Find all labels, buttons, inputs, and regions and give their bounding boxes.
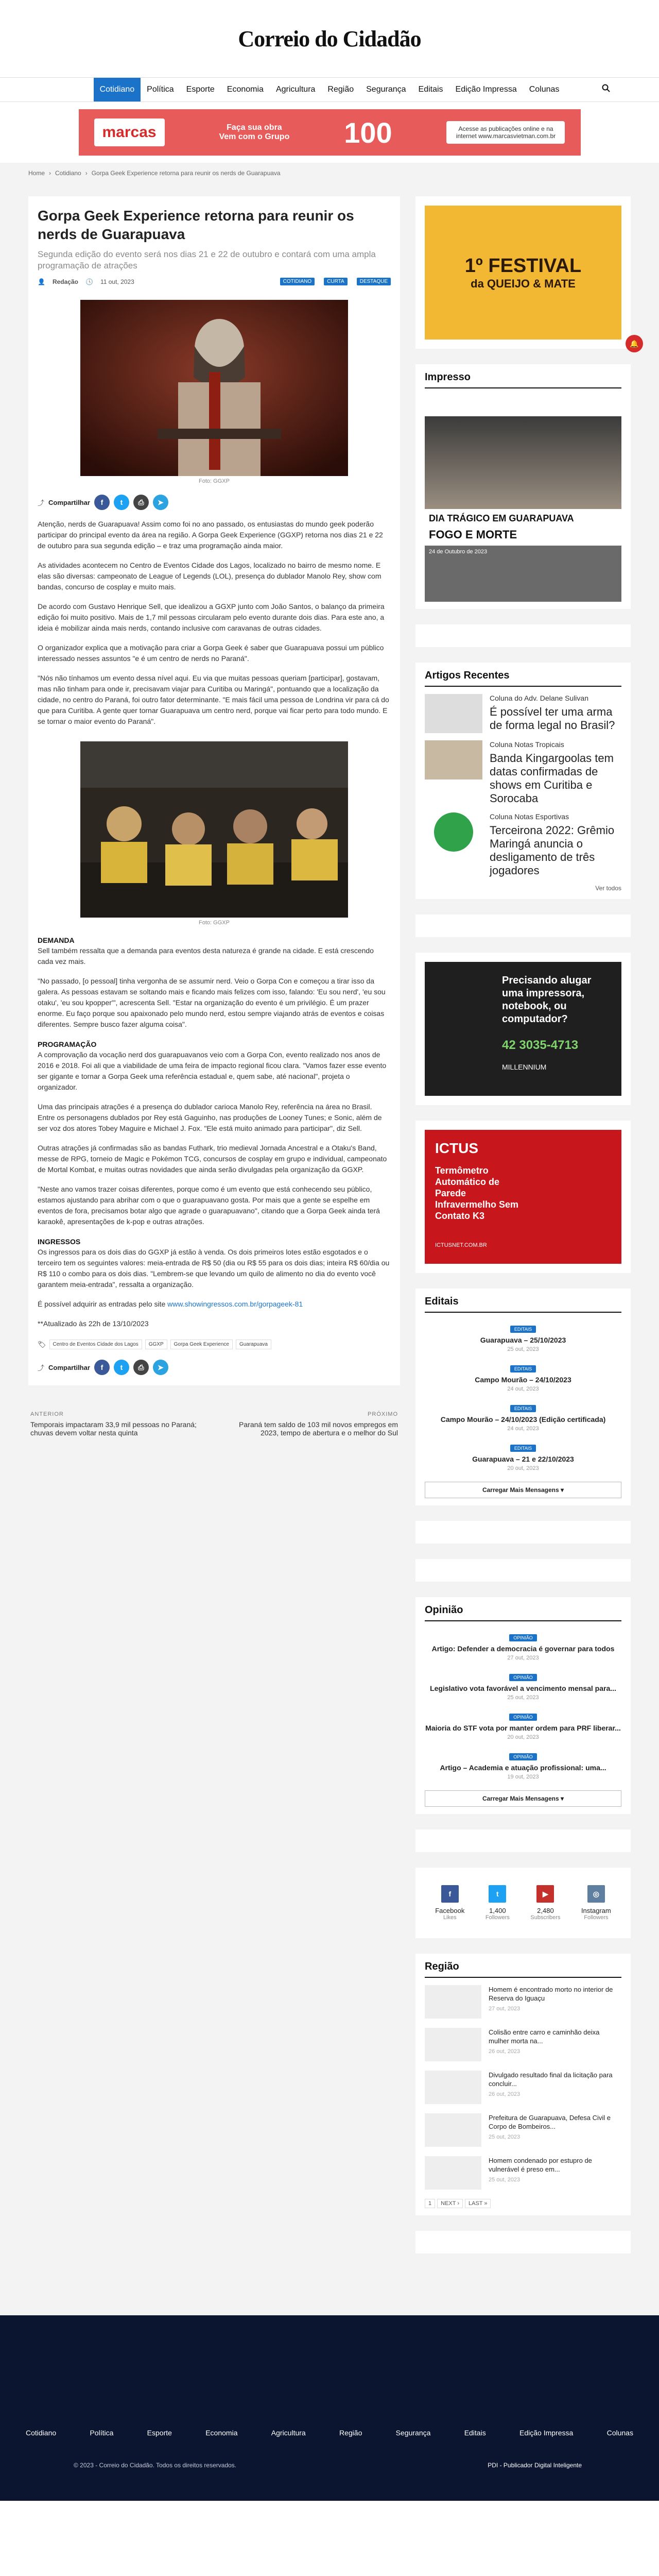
previous-post-link[interactable] xyxy=(30,1411,205,1437)
notification-bell-icon[interactable]: 🔔 xyxy=(626,335,643,352)
footer-nav xyxy=(26,2315,633,2437)
opinion-badge: OPINIÃO xyxy=(509,1674,537,1681)
paragraph xyxy=(38,1299,391,1310)
region-date: 27 out, 2023 xyxy=(489,2006,521,2012)
paragraph: "No passado, [o pessoal] tinha vergonha de se assumir nerd. Veio o Gorpa Con e começou a tirar isso da galera. As pessoas estavam se soltando mais e ficando mais felizes com isso, falando: 'Eu sou nerd', 'eu sou otaku', 'eu sou kpopper'", acrescenta Sell. "Estar na organização do evento é um privilégio. É um prazer enorme. Eu faço porque sou apaixonado pelo mundo nerd, estou sempre viajando atrás de eventos e coisas diferentes. Sempre busco fazer alguma coisa". xyxy=(38,977,386,1028)
article-date: 11 out, 2023 xyxy=(100,278,134,285)
share-label: Compartilhar xyxy=(48,1363,90,1371)
nav-item[interactable]: Agricultura xyxy=(275,85,316,94)
main-column xyxy=(28,196,400,2269)
paragraph: Sell também ressalta que a demanda para eventos desta natureza é grande na cidade. E está crescendo cada vez mais. xyxy=(38,946,374,965)
ictus-ad-widget[interactable] xyxy=(415,1121,631,1273)
paragraph: Atenção, nerds de Guarapuava! Assim como foi no ano passado, os entusiastas do mundo geek poderão participar do principal evento da área na região. A Gorpa Geek Experience (GGXP) retorna nos dias 21 e 22 de outubro para sua segunda edição – e traz uma programação ainda maior. xyxy=(38,520,383,550)
region-date: 26 out, 2023 xyxy=(489,2091,521,2097)
edital-date: 24 out, 2023 xyxy=(507,1426,539,1432)
nav-item[interactable]: Cotidiano xyxy=(94,78,141,101)
article-subtitle: Segunda edição do evento será nos dias 21 e 22 de outubro e contará com uma ampla programação de atrações xyxy=(38,249,376,270)
breadcrumb xyxy=(28,163,631,183)
cover-headline2: FOGO E MORTE xyxy=(425,528,621,546)
recent-title: Banda Kingargoolas tem datas confirmadas de shows em Curitiba e Sorocaba xyxy=(490,752,614,805)
site-logo[interactable]: Correio do Cidadão xyxy=(238,26,421,52)
social-counter[interactable] xyxy=(530,1885,560,1921)
recent-thumb xyxy=(425,740,482,779)
opinion-card[interactable] xyxy=(425,1629,621,1668)
regiao-list xyxy=(425,1985,621,2190)
sidebar xyxy=(415,196,631,2269)
edital-badge: EDITAIS xyxy=(510,1365,536,1372)
share-bar-bottom xyxy=(38,1360,391,1375)
opinion-date: 25 out, 2023 xyxy=(507,1694,539,1701)
footer-nav-item[interactable]: Editais xyxy=(464,2429,486,2437)
opinion-title: Artigo – Academia e atuação profissional: uma... xyxy=(440,1764,606,1772)
edital-badge: EDITAIS xyxy=(510,1405,536,1412)
edital-card[interactable] xyxy=(425,1399,621,1439)
clock-icon: 🕓 xyxy=(85,278,93,285)
edital-card[interactable] xyxy=(425,1360,621,1399)
nav-item[interactable]: Economia xyxy=(227,85,264,94)
region-date: 25 out, 2023 xyxy=(489,2134,521,2140)
paragraph: A comprovação da vocação nerd dos guarapuavanos veio com a Gorpa Con, evento realizado nos anos de 2016 e 2018. Foi ali que a viabilidade de uma feira de impacto regional ficou clara. "Vamos fazer esse evento ser gigante e tornar a Gorpa Geek uma referência estadual e, quem sabe, até nacional", projeta o organizador. xyxy=(38,1050,387,1091)
footer xyxy=(0,2315,659,2470)
impresso-widget xyxy=(415,364,631,609)
ictus-ad xyxy=(425,1130,621,1264)
opinion-badge: OPINIÃO xyxy=(509,1634,537,1641)
region-thumb xyxy=(425,1985,481,2019)
content-area xyxy=(0,183,659,2315)
social-widget xyxy=(415,1868,631,1938)
post-navigation xyxy=(28,1411,400,1437)
edital-title: Campo Mourão – 24/10/2023 xyxy=(475,1376,571,1384)
ad-brand: marcas xyxy=(94,118,165,146)
nav-item[interactable]: Edição Impressa xyxy=(455,85,517,94)
newspaper-cover[interactable] xyxy=(425,396,621,602)
footer-copyright: © 2023 - Correio do Cidadão. Todos os direitos reservados. xyxy=(74,2462,237,2469)
empty-widget xyxy=(415,914,631,937)
telegram-icon[interactable]: ➤ xyxy=(153,1360,168,1375)
next-post-link[interactable] xyxy=(223,1411,398,1437)
footer-nav-item[interactable]: Política xyxy=(90,2429,114,2437)
header-top xyxy=(0,0,659,77)
empty-widget xyxy=(415,624,631,647)
festival-ad xyxy=(425,206,621,340)
section-heading: DEMANDA xyxy=(38,936,75,944)
widget-title: Artigos Recentes xyxy=(425,670,621,687)
load-more-button[interactable]: Carregar Mais Mensagens ▾ xyxy=(425,1482,621,1498)
widget-title: Editais xyxy=(425,1296,621,1313)
edital-card[interactable] xyxy=(425,1439,621,1479)
social-icon: ▶ xyxy=(536,1885,554,1903)
millenium-ad-widget[interactable] xyxy=(415,953,631,1105)
regiao-widget xyxy=(415,1954,631,2215)
ictus-brand: ICTUS xyxy=(435,1140,478,1156)
facebook-icon[interactable]: f xyxy=(94,495,110,510)
footer-nav-item[interactable]: Região xyxy=(339,2429,362,2437)
region-thumb xyxy=(425,2028,481,2061)
share-label: Compartilhar xyxy=(48,498,90,506)
social-stat: Followers xyxy=(485,1914,510,1921)
widget-title: Opinião xyxy=(425,1604,621,1621)
paragraph: Os ingressos para os dois dias do GGXP já estão à venda. Os dois primeiros lotes estão esgotados e o terceiro tem os seguintes valores: meia-entrada de R$ 50 (dia ou R$ 55 para os dois dias; inteira R$ 60/dia ou R$ 110 o combo para os dois dias. "Lembrem-se que levando um quilo de alimento no dia do evento você garantem meia-entrada", ressalta a organização. xyxy=(38,1248,390,1289)
opinion-badge: OPINIÃO xyxy=(509,1714,537,1721)
breadcrumb-home[interactable]: Home xyxy=(28,170,45,177)
tag-item[interactable]: Guarapuava xyxy=(236,1340,271,1349)
footer-nav-item[interactable]: Cotidiano xyxy=(26,2429,57,2437)
footer-nav-item[interactable]: Economia xyxy=(205,2429,238,2437)
opinion-badge: OPINIÃO xyxy=(509,1753,537,1760)
main-nav-items xyxy=(94,78,566,101)
region-thumb xyxy=(425,2156,481,2190)
tag-icon: 🏷 xyxy=(38,1340,46,1348)
opinion-date: 19 out, 2023 xyxy=(507,1774,539,1780)
paragraph: "Neste ano vamos trazer coisas diferentes, porque como é um evento que está conhecendo seu público, estamos ajustando para abrihar com o que o guarapuavano gosta. Por mais que a gente se espelhe em eventos de fora, precisamos botar algo que agrade o guarapuavano", citando que a Gorpa Geek ainda terá karaokê, apresentações de k-pop e outras atrações. xyxy=(38,1185,380,1226)
edital-title: Guarapuava – 21 e 22/10/2023 xyxy=(472,1455,574,1463)
next-page-button[interactable]: NEXT › xyxy=(437,2199,463,2208)
article-title: Gorpa Geek Experience retorna para reunir os nerds de Guarapuava xyxy=(38,208,354,242)
recent-thumb xyxy=(425,694,482,733)
edital-badge: EDITAIS xyxy=(510,1326,536,1333)
edital-badge: EDITAIS xyxy=(510,1445,536,1452)
festival-ad-widget[interactable] xyxy=(415,196,631,349)
footer-credit[interactable]: PDI - Publicador Digital Inteligente xyxy=(488,2462,582,2469)
region-article[interactable] xyxy=(425,2028,621,2061)
region-article[interactable] xyxy=(425,2071,621,2104)
recent-article[interactable] xyxy=(425,812,621,877)
edital-title: Guarapuava – 25/10/2023 xyxy=(480,1336,566,1344)
footer-nav-item[interactable]: Agricultura xyxy=(271,2429,306,2437)
social-name: 2,480 xyxy=(537,1907,554,1914)
recent-thumb xyxy=(434,812,473,852)
article-body xyxy=(38,519,391,1329)
breadcrumb-bar xyxy=(0,163,659,183)
edital-card[interactable] xyxy=(425,1320,621,1360)
cover-headline: DIA TRÁGICO EM GUARAPUAVA xyxy=(425,509,621,528)
region-title: Homem é encontrado morto no interior de Reserva do Iguaçu xyxy=(489,1986,613,2002)
empty-widget xyxy=(415,1559,631,1582)
previous-label: ANTERIOR xyxy=(30,1411,64,1417)
pagination xyxy=(425,2199,621,2208)
paragraph: "Nós não tínhamos um evento dessa nível aqui. Eu via que muitas pessoas queriam [participar], gostavam, mas não tinham para onde ir, precisavam viajar para Curitiba ou Maringá", pontuando que a localização da cidade, no centro do Paraná, foi outro fator determinante. "E mais fácil uma pessoa de Londrina vir para cá do que para Curitiba. A gente quer tornar Guarapuava um centro nerd, porque vai ficar perto para todo mundo. E se tornar o maior evento do Paraná". xyxy=(38,674,389,725)
region-article[interactable] xyxy=(425,1985,621,2019)
social-name: Facebook xyxy=(435,1907,465,1914)
print-icon[interactable]: ⎙ xyxy=(133,1360,149,1375)
social-name: 1,400 xyxy=(489,1907,506,1914)
previous-title: Temporais impactaram 33,9 mil pessoas no Paraná; chuvas devem voltar nesta quinta xyxy=(30,1420,197,1437)
paragraph: O organizador explica que a motivação para criar a Gorpa Geek é saber que Guarapuava possui um público interessado nesses assuntos "e é um centro de nerds no Paraná". xyxy=(38,643,384,663)
social-name: Instagram xyxy=(581,1907,611,1914)
ad-line1: Faça sua obra xyxy=(227,123,282,132)
recent-article[interactable] xyxy=(425,740,621,805)
update-note: **Atualizado às 22h de 13/10/2023 xyxy=(38,1319,149,1328)
search-icon[interactable] xyxy=(602,84,610,95)
author-icon: 👤 xyxy=(38,278,45,285)
article-photo-gamers xyxy=(80,741,348,918)
edital-date: 24 out, 2023 xyxy=(507,1386,539,1392)
ad-line2: Vem com o Grupo xyxy=(219,132,290,141)
tag-item[interactable]: GGXP xyxy=(145,1340,167,1349)
region-title: Homem condenado por estupro de vulnerável é preso em... xyxy=(489,2157,592,2173)
next-title: Paraná tem saldo de 103 mil novos empregos em 2023, tempo de abertura e o melhor do Sul xyxy=(239,1420,398,1437)
ticket-link[interactable]: www.showingressos.com.br/gorpageek-81 xyxy=(167,1300,303,1308)
category-tag[interactable]: CURTA xyxy=(324,278,348,285)
recent-category: Coluna do Adv. Delane Sulivan xyxy=(490,694,588,702)
section-heading: INGRESSOS xyxy=(38,1238,81,1246)
ictus-footer: ICTUSNET.COM.BR xyxy=(435,1242,487,1248)
paragraph: Outras atrações já confirmadas são as bandas Futhark, trio medieval Jornada Ancestral e a Otaku's Band, messe de RPG, torneio de Magic e Pokémon TCG, concursos de cosplay em grupo e individual, campeonato de Mortal Kombat, e muitas outras novidades que ainda serão divulgadas pela organização da GGXP. xyxy=(38,1144,387,1174)
edital-date: 20 out, 2023 xyxy=(507,1465,539,1471)
paragraph: De acordo com Gustavo Henrique Sell, que idealizou a GGXP junto com João Santos, o balanço da primeira edição foi muito positivo. Mais de 1,7 mil pessoas circularam pelo evento durante dois dias. Para este ano, a ideia é mobilizar ainda mais nerds, contando inclusive com caravanas de outras cidades. xyxy=(38,602,385,632)
nav-item[interactable]: Esporte xyxy=(186,85,215,94)
recent-category: Coluna Notas Tropicais xyxy=(490,740,564,749)
social-icon: f xyxy=(441,1885,459,1903)
nav-item[interactable]: Política xyxy=(147,85,174,94)
region-article[interactable] xyxy=(425,2113,621,2147)
cover-date: 24 de Outubro de 2023 xyxy=(429,549,488,555)
region-title: Colisão entre carro e caminhão deixa mulher morta na... xyxy=(489,2028,600,2045)
social-stat: Likes xyxy=(443,1914,457,1921)
print-icon[interactable]: ⎙ xyxy=(133,495,149,510)
nav-item[interactable]: Região xyxy=(327,85,354,94)
photo-caption: Foto: GGXP xyxy=(199,920,230,926)
footer-nav-item[interactable]: Esporte xyxy=(147,2429,172,2437)
top-banner-ad[interactable] xyxy=(79,109,581,156)
millenium-line1: Precisando alugar uma impressora, notebook, ou computador? xyxy=(502,975,592,1025)
region-article[interactable] xyxy=(425,2156,621,2190)
ictus-line: Termômetro Automático de Parede Infravermelho Sem Contato K3 xyxy=(435,1165,519,1221)
footer-nav-item[interactable]: Segurança xyxy=(395,2429,431,2437)
chevron-right-icon: › xyxy=(49,170,51,177)
paragraph: As atividades acontecem no Centro de Eventos Cidade dos Lagos, localizado no bairro de mesmo nome. E elas são diversas: campeonato de League of Legends (LOL), presença do dublador Manolo Rey, show com bandas, concurso de cosplay e muito mais. xyxy=(38,561,381,591)
footer-nav-item[interactable]: Edição Impressa xyxy=(519,2429,574,2437)
empty-widget xyxy=(415,1829,631,1852)
festival-line2: da QUEIJO & MATE xyxy=(471,277,576,290)
millenium-phone: 42 3035-4713 xyxy=(502,1038,579,1052)
chevron-right-icon: › xyxy=(85,170,88,177)
load-more-button[interactable]: Carregar Mais Mensagens ▾ xyxy=(425,1790,621,1807)
telegram-icon[interactable]: ➤ xyxy=(153,495,168,510)
region-date: 26 out, 2023 xyxy=(489,2048,521,2055)
recent-article[interactable] xyxy=(425,694,621,733)
photo-caption: Foto: GGXP xyxy=(199,478,230,484)
paragraph-text: É possível adquirir as entradas pelo site xyxy=(38,1300,166,1308)
ad-right-text: Acesse as publicações online e na internet www.marcasvietman.com.br xyxy=(446,121,565,144)
share-icon: ⤴ xyxy=(38,1364,45,1372)
article-photo-cosplay xyxy=(80,300,348,476)
social-counters xyxy=(425,1875,621,1931)
opinion-date: 20 out, 2023 xyxy=(507,1734,539,1740)
millenium-ad xyxy=(425,962,621,1096)
nav-item[interactable]: Colunas xyxy=(529,85,560,94)
section-heading: PROGRAMAÇÃO xyxy=(38,1040,97,1048)
region-date: 25 out, 2023 xyxy=(489,2177,521,2183)
category-tag[interactable]: DESTAQUE xyxy=(357,278,391,285)
tag-item[interactable]: Gorpa Geek Experience xyxy=(170,1340,233,1349)
ad-big-number: 100 xyxy=(344,116,392,149)
recent-articles-widget xyxy=(415,663,631,899)
facebook-icon[interactable]: f xyxy=(94,1360,110,1375)
opinion-title: Artigo: Defender a democracia é governar para todos xyxy=(431,1645,615,1653)
opinion-title: Legislativo vota favorável a vencimento mensal para... xyxy=(430,1684,616,1692)
social-counter[interactable] xyxy=(485,1885,510,1921)
main-nav xyxy=(0,77,659,102)
share-bar-top xyxy=(38,495,391,510)
widget-title: Região xyxy=(425,1961,621,1978)
opinion-card[interactable] xyxy=(425,1708,621,1748)
empty-widget xyxy=(415,2231,631,2253)
recent-title: Terceirona 2022: Grêmio Maringá anuncia o desligamento de três jogadores xyxy=(490,824,615,877)
region-title: Prefeitura de Guarapuava, Defesa Civil e Corpo de Bombeiros... xyxy=(489,2114,611,2130)
opinion-card[interactable] xyxy=(425,1748,621,1787)
article-meta xyxy=(38,278,391,285)
edital-date: 25 out, 2023 xyxy=(507,1346,539,1352)
widget-title: Impresso xyxy=(425,371,621,388)
region-thumb xyxy=(425,2071,481,2104)
category-tag[interactable]: COTIDIANO xyxy=(280,278,315,285)
breadcrumb-current: Gorpa Geek Experience retorna para reunir os nerds de Guarapuava xyxy=(91,170,281,177)
recent-title: É possível ter uma arma de forma legal no Brasil? xyxy=(490,705,615,732)
tag-item[interactable]: Centro de Eventos Cidade dos Lagos xyxy=(49,1340,142,1349)
empty-widget xyxy=(415,1521,631,1544)
region-title: Divulgado resultado final da licitação para concluir... xyxy=(489,2071,613,2088)
twitter-icon[interactable]: t xyxy=(114,1360,129,1375)
nav-item[interactable]: Segurança xyxy=(366,85,406,94)
share-icon: ⤴ xyxy=(38,499,45,507)
social-counter[interactable] xyxy=(435,1885,464,1921)
nav-item[interactable]: Editais xyxy=(418,85,443,94)
twitter-icon[interactable]: t xyxy=(114,495,129,510)
social-stat: Followers xyxy=(584,1914,609,1921)
footer-bottom xyxy=(0,2470,659,2501)
region-thumb xyxy=(425,2113,481,2147)
paragraph: Uma das principais atrações é a presença do dublador carioca Manolo Rey, referência na área no Brasil. Entre os personagens dublados por Rey está Gaguinho, nas produções de Looney Tunes; e Sonic, além de ser voz dos atores Tobey Maguire e Michael J. Fox. "Ele está muito animado para participar", diz Sell. xyxy=(38,1103,382,1132)
opinion-title: Maioria do STF vota por manter ordem para PRF liberar... xyxy=(425,1724,621,1732)
social-counter[interactable] xyxy=(581,1885,611,1921)
social-stat: Subscribers xyxy=(530,1914,561,1921)
opinion-date: 27 out, 2023 xyxy=(507,1655,539,1661)
article xyxy=(28,196,400,1385)
opiniao-widget xyxy=(415,1597,631,1814)
ad-text xyxy=(219,123,289,142)
footer-nav-item[interactable]: Colunas xyxy=(606,2429,633,2437)
festival-line1: 1º FESTIVAL xyxy=(464,255,582,277)
page-number[interactable]: 1 xyxy=(425,2199,435,2208)
article-author[interactable]: Redação xyxy=(52,278,78,285)
social-icon: ◎ xyxy=(587,1885,605,1903)
editais-widget xyxy=(415,1289,631,1505)
see-all-link[interactable]: Ver todos xyxy=(595,885,621,892)
last-page-button[interactable]: LAST » xyxy=(465,2199,491,2208)
opinion-card[interactable] xyxy=(425,1668,621,1708)
recent-category: Coluna Notas Esportivas xyxy=(490,812,569,821)
breadcrumb-category[interactable]: Cotidiano xyxy=(55,170,81,177)
edital-title: Campo Mourão – 24/10/2023 (Edição certificada) xyxy=(440,1415,606,1423)
next-label: PRÓXIMO xyxy=(368,1411,398,1417)
millenium-brand: MILLENNIUM xyxy=(502,1063,547,1071)
social-icon: t xyxy=(489,1885,506,1903)
article-tags xyxy=(38,1340,391,1349)
